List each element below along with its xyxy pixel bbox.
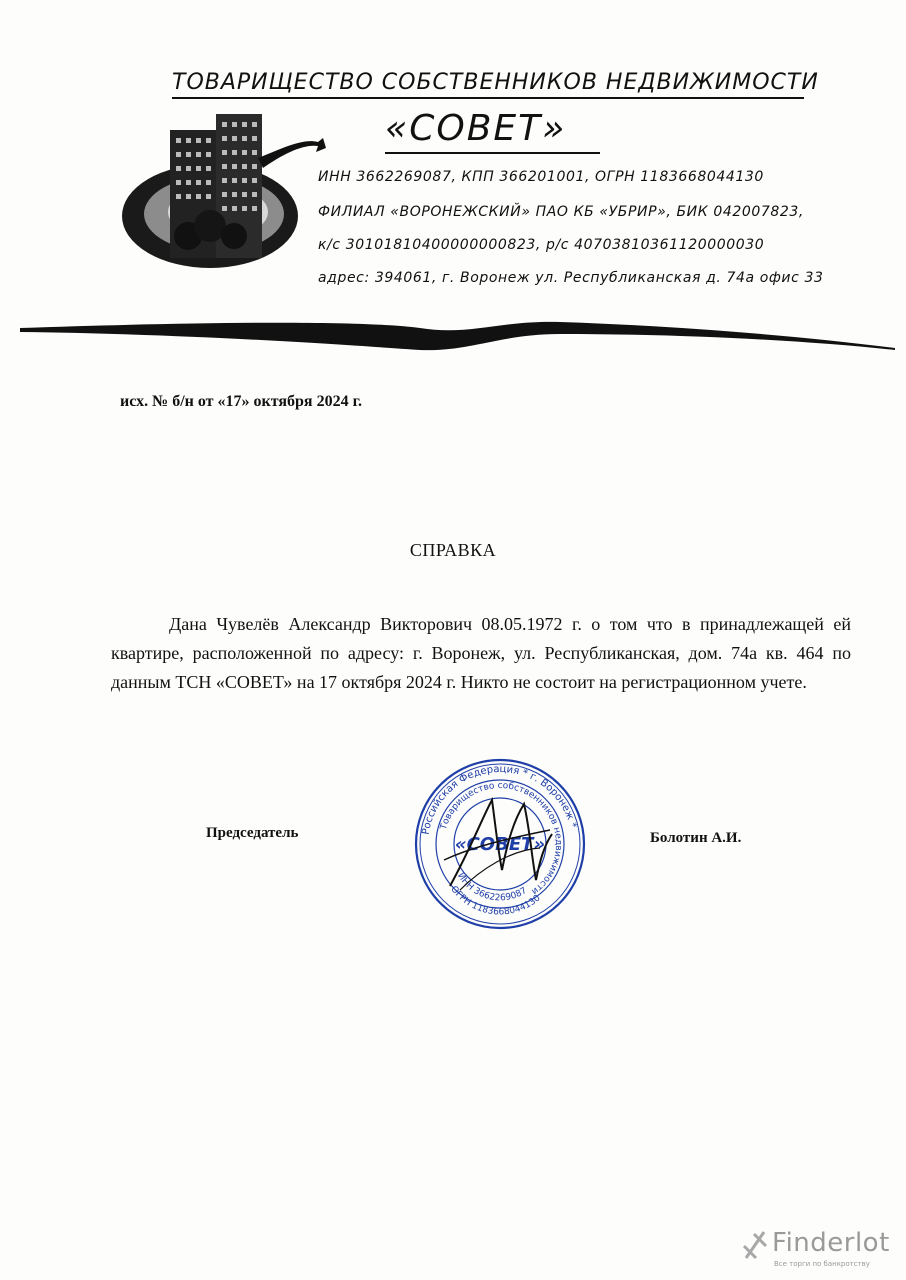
stamp-middle-text: Товарищество собственников недвижимости xyxy=(438,780,564,897)
requisites-line-2: ФИЛИАЛ «ВОРОНЕЖСКИЙ» ПАО КБ «УБРИР», БИК 042007823, xyxy=(318,204,804,220)
finderlot-logo-icon xyxy=(742,1228,768,1262)
letterhead-wave-divider xyxy=(0,300,906,360)
requisites-line-1: ИНН 3662269087, КПП 366201001, ОГРН 1183668044130 xyxy=(318,169,764,185)
requisites-line-3: к/с 30101810400000000823, р/с 40703810361120000030 xyxy=(318,237,765,253)
signer-name: Болотин А.И. xyxy=(650,830,742,846)
brand-underline xyxy=(385,152,600,154)
brand-name: «СОВЕТ» xyxy=(385,108,567,149)
watermark-subtitle: Все торги по банкротству xyxy=(774,1260,870,1268)
document-body xyxy=(111,610,851,697)
org-name: ТОВАРИЩЕСТВО СОБСТВЕННИКОВ НЕДВИЖИМОСТИ xyxy=(172,70,804,99)
watermark-name: Finderlot xyxy=(772,1228,890,1258)
handwritten-signature xyxy=(440,790,560,900)
building-logo xyxy=(118,108,328,278)
document-title: СПРАВКА xyxy=(409,540,497,560)
stamp-ogrn-text: ОГРН 1183668044130 xyxy=(448,884,543,918)
stamp-center-text: «СОВЕТ» xyxy=(454,834,546,855)
body-paragraph: Дана Чувелёв Александр Викторович 08.05.1972 г. о том что в принадлежащей ей квартире, расположенной по адресу: г. Воронеж, ул. Республиканская, дом. 74а кв. 464 по данным ТСН «СОВЕТ» на 17 октября 2024 г. Никто не состоит на регистрационном учете. xyxy=(111,614,851,692)
stamp-outer-text: Российская Федерация * г. Воронеж * xyxy=(420,763,579,836)
requisites-line-4: адрес: 394061, г. Воронеж ул. Республиканская д. 74а офис 33 xyxy=(318,270,824,286)
stamp-inn-text: ИНН 3662269087 xyxy=(455,871,529,904)
signer-title: Председатель xyxy=(206,825,299,841)
finderlot-watermark xyxy=(742,1228,890,1268)
outgoing-reference: исх. № б/н от «17» октября 2024 г. xyxy=(120,393,363,410)
